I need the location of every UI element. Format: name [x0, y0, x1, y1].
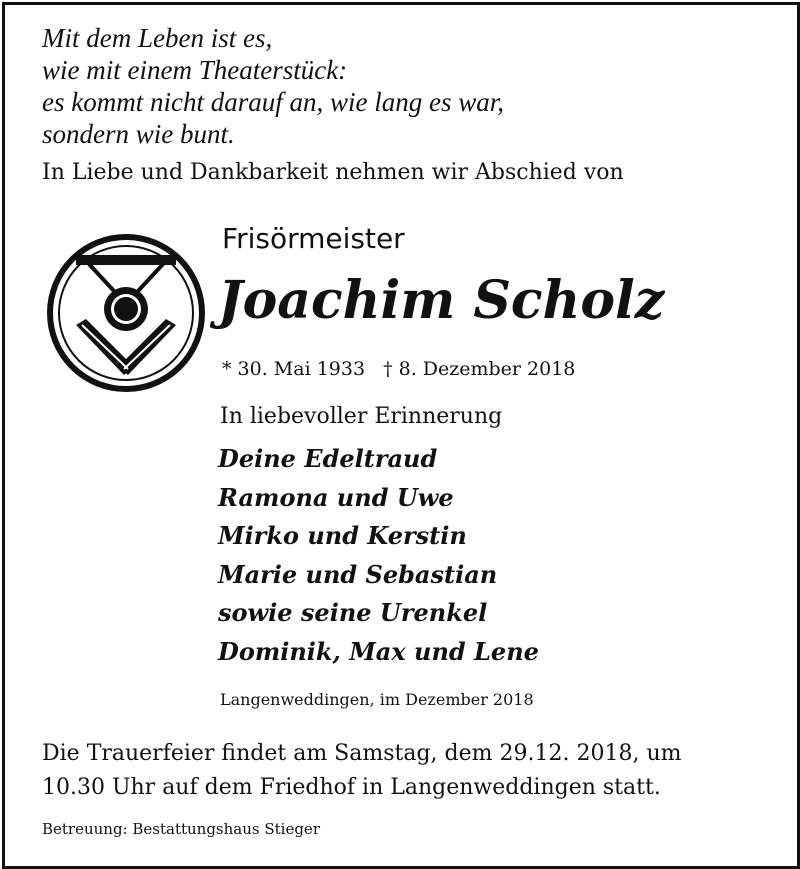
- family-member: Dominik, Max und Lene: [218, 636, 539, 666]
- family-member: Ramona und Uwe: [218, 482, 454, 512]
- funeral-line: 10.30 Uhr auf dem Friedhof in Langenweddingen statt.: [42, 775, 661, 800]
- poem-line: es kommt nicht darauf an, wie lang es war,: [42, 87, 504, 117]
- birth-date: * 30. Mai 1933: [222, 358, 366, 380]
- family-list: [218, 440, 539, 671]
- poem-line: sondern wie bunt.: [42, 119, 235, 149]
- poem-line: Mit dem Leben ist es,: [42, 23, 273, 53]
- intro-text: In Liebe und Dankbarkeit nehmen wir Abschied von: [42, 160, 624, 185]
- life-dates: [222, 358, 593, 380]
- family-member: sowie seine Urenkel: [218, 598, 488, 627]
- family-member: Marie und Sebastian: [218, 559, 498, 589]
- poem-line: wie mit einem Theaterstück:: [42, 55, 348, 85]
- funeral-line: Die Trauerfeier findet am Samstag, dem 29.12. 2018, um: [42, 741, 682, 766]
- funeral-home-credit: Betreuung: Bestattungshaus Stieger: [42, 820, 320, 838]
- memory-line: In liebevoller Erinnerung: [220, 404, 503, 429]
- poem: [42, 22, 504, 150]
- place-date: Langenweddingen, im Dezember 2018: [220, 690, 534, 709]
- death-date: † 8. Dezember 2018: [383, 358, 576, 380]
- family-member: Deine Edeltraud: [218, 444, 438, 473]
- barber-guild-emblem-icon: [46, 233, 206, 393]
- profession-title: Frisörmeister: [222, 222, 405, 255]
- funeral-info: [42, 737, 681, 805]
- deceased-name: Joachim Scholz: [218, 270, 665, 331]
- family-member: Mirko und Kerstin: [218, 521, 467, 550]
